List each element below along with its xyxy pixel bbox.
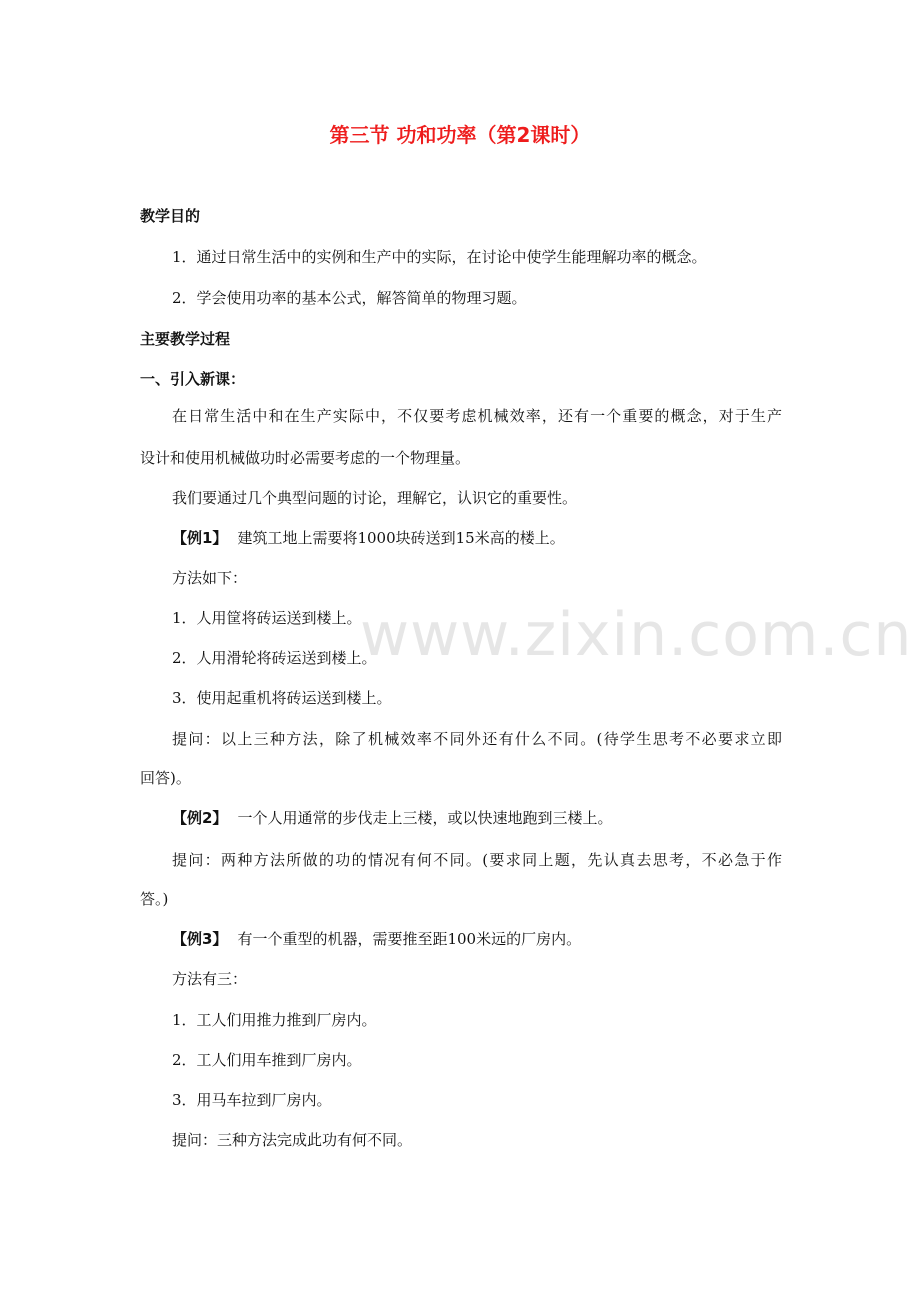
intro-subheading: 一、引入新课：	[140, 370, 246, 388]
example-2	[172, 807, 782, 829]
example-2-question-line1: 提问：两种方法所做的功的情况有何不同。(要求同上题，先认真去思考，不必急于作	[172, 851, 782, 869]
example-3-label: 【例3】	[172, 930, 228, 948]
example-1-question-line2: 回答)。	[140, 769, 191, 787]
intro-paragraph-line1: 在日常生活中和在生产实际中，不仅要考虑机械效率，还有一个重要的概念，对于生产	[172, 407, 782, 425]
example-2-text: 一个人用通常的步伐走上三楼，或以快速地跑到三楼上。	[237, 809, 613, 827]
example-1-methods-label: 方法如下：	[172, 569, 248, 587]
example-2-label: 【例2】	[172, 809, 228, 827]
example-3	[172, 928, 782, 950]
example-3-method-2: 2．工人们用车推到厂房内。	[172, 1051, 362, 1069]
example-1	[172, 527, 782, 549]
watermark: www.zixin.com.cn	[360, 600, 913, 670]
example-1-text: 建筑工地上需要将1000块砖送到15米高的楼上。	[237, 529, 565, 547]
objective-item-2: 2．学会使用功率的基本公式，解答简单的物理习题。	[172, 289, 527, 307]
example-3-text: 有一个重型的机器，需要推至距100米远的厂房内。	[237, 930, 582, 948]
example-2-question-line2: 答。)	[140, 890, 169, 908]
example-3-methods-label: 方法有三：	[172, 970, 248, 988]
example-3-question: 提问：三种方法完成此功有何不同。	[172, 1131, 413, 1149]
example-3-method-1: 1．工人们用推力推到厂房内。	[172, 1011, 377, 1029]
example-1-label: 【例1】	[172, 529, 228, 547]
example-3-method-3: 3．用马车拉到厂房内。	[172, 1091, 332, 1109]
example-1-question-line1: 提问：以上三种方法，除了机械效率不同外还有什么不同。(待学生思考不必要求立即	[172, 730, 782, 748]
process-heading: 主要教学过程	[140, 330, 231, 348]
objectives-heading: 教学目的	[140, 207, 201, 225]
example-1-method-2: 2．人用滑轮将砖运送到楼上。	[172, 649, 377, 667]
example-1-method-1: 1．人用筐将砖运送到楼上。	[172, 609, 362, 627]
page-title: 第三节 功和功率（第2课时）	[329, 123, 591, 147]
objective-item-1: 1．通过日常生活中的实例和生产中的实际，在讨论中使学生能理解功率的概念。	[172, 248, 707, 266]
intro-paragraph-2: 我们要通过几个典型问题的讨论，理解它，认识它的重要性。	[172, 489, 578, 507]
example-1-method-3: 3．使用起重机将砖运送到楼上。	[172, 689, 392, 707]
intro-paragraph-line2: 设计和使用机械做功时必需要考虑的一个物理量。	[140, 449, 471, 467]
